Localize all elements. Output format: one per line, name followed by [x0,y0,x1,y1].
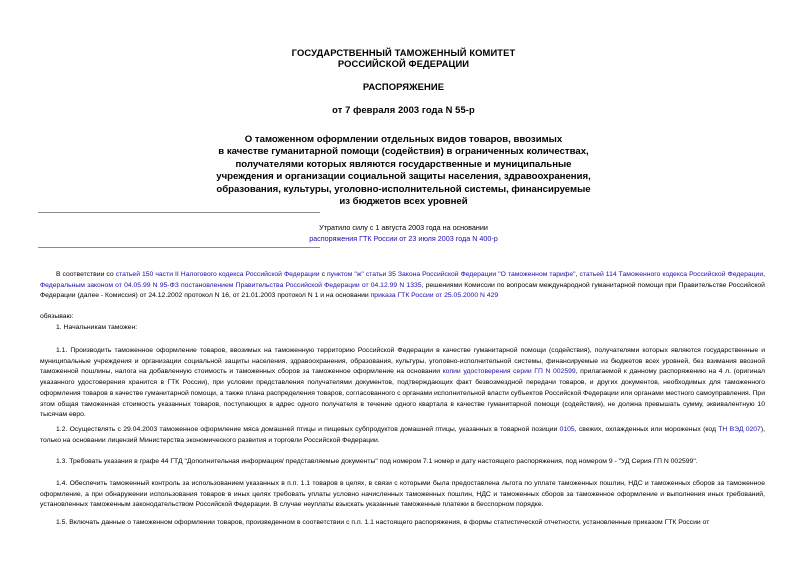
text-span: , решениями Комиссии по вопросам международной гуманитарной помощи при Правительстве Российской Федерации (далее - Комиссия) от 24.12.2002 протокол N 16, от 21.01.2003 протокол N 1 и на основании [40,281,765,300]
text-span: , прилагаемой к данному распоряжению на 4 л. (оригинал указанного удостоверения хранится в ГТК России), при условии представления получателями документов, подтверждающих факт безвозмездной передачи товаров, и других документов, необходимых для таможенного оформления товаров в качестве гуманитарной помощи, а также плана распределения товаров, согласованного с органами исполнительной власти субъектов Российской Федерации или органами местного самоуправления. При этом общая таможенная стоимость указанных товаров, поступающих в адрес одного получателя в течение одного квартала в качестве гуманитарной помощи (содействия), не должна превышать сумму, эквивалентную 10 тысячам евро. [40,368,765,419]
link-gtk-order-429[interactable]: приказа ГТК России от 25.05.2000 N 429 [370,292,499,300]
text-span: 1.2. Осуществлять с 29.04.2003 таможенное оформление мяса домашней птицы и пищевых субпродуктов домашней птицы, указанных в товарной позиции [56,426,560,433]
title-line: из бюджетов всех уровней [339,196,468,208]
link-heading-0105[interactable]: 0105 [559,426,575,433]
text-span: 1.1. Производить таможенное оформление товаров, ввозимых на таможенную территорию Российской Федерации в качестве гуманитарной помощи (содействия), получателями которых являются государственные и муниципальные учреждения и организации социальной защиты населения, здравоохранения, образования, культуры, уголовно-исполнительной системы, финансируемые из бюджетов всех уровней, без взимания ввозной таможенной пошлины, налога на добавленную стоимость и таможенных сборов за таможенное оформление на основании [40,347,765,376]
paragraph-1-1 [40,346,765,421]
lost-force-link[interactable]: распоряжения ГТК России от 23 июля 2003 года N 400-р [309,234,498,243]
paragraph-1-5: 1.5. Включать данные о таможенном оформлении товаров, произведенном в соответствии с п.п. 1.1 настоящего распоряжения, в формы статистической отчетности, установленные приказом ГТК России от [56,519,710,526]
link-customs-code-art114[interactable]: статьей 114 Таможенного кодекса Российской Федерации [579,271,764,278]
text-span: ), только на основании лицензий Министерства экономического развития и торговли Российской Федерации. [40,426,765,444]
obligate-line: обязываю: [40,313,74,320]
divider-bottom [38,247,320,248]
title-line: О таможенном оформлении отдельных видов товаров, ввозимых [244,134,563,145]
lost-force-note [200,222,607,244]
paragraph-1-3: 1.3. Требовать указания в графе 44 ГТД "Дополнительная информация/ представляемые документы" под номером 7.1 номер и дату настоящего распоряжения, под номером 9 - "УД Серия ГП N 002599". [56,458,698,465]
text-span: , свежих, охлажденных или мороженых (код [574,426,719,433]
text-span: , [575,271,580,278]
document-date: от 7 февраля 2003 года N 55-р [332,104,475,115]
paragraph-1-2 [40,425,765,446]
lost-force-text: Утратило силу с 1 августа 2003 года на основании [319,223,488,232]
title-line: в качестве гуманитарной помощи (содействия) в ограниченных количествах, [218,146,589,158]
text-span: с [319,271,327,278]
link-federal-law-95fz[interactable]: Федеральным законом от 04.05.99 N 95-ФЗ [40,281,179,289]
issuer-line-2: РОССИЙСКОЙ ФЕДЕРАЦИИ [337,58,470,69]
link-tax-code-art150[interactable]: статьей 150 части II Налогового кодекса Российской Федерации [115,271,320,278]
document-type: РАСПОРЯЖЕНИЕ [362,81,445,92]
text-span: В соответствии со [56,271,116,278]
link-government-decree-1335[interactable]: постановлением Правительства Российской Федерации от 04.12.99 N 1335 [181,281,422,289]
issuer-line-1: ГОСУДАРСТВЕННЫЙ ТАМОЖЕННЫЙ КОМИТЕТ [291,47,516,58]
preamble-paragraph [40,270,765,302]
link-customs-tariff-law[interactable]: пунктом "ж" статьи 35 Закона Российской Федерации "О таможенном тарифе" [327,271,576,278]
text-span: , [763,271,766,278]
item-1-heading: 1. Начальникам таможен: [56,324,138,331]
divider-top [38,212,320,213]
title-line: образования, культуры, уголовно-исполнительной системы, финансируемые [216,183,591,195]
link-certificate-copy[interactable]: копии удостоверения серии ГП N 002599 [442,368,576,376]
document-title [150,134,657,208]
title-line: учреждения и организации социальной защиты населения, здравоохранения, [216,171,591,183]
link-tn-ved-0207[interactable]: ТН ВЭД 0207 [718,426,761,433]
title-line: получателями которых являются государственные и муниципальные [235,158,572,170]
paragraph-1-4: 1.4. Обеспечить таможенный контроль за использованием указанных в п.п. 1.1 товаров в целях, в связи с которыми была предоставлена льгота по уплате таможенных пошлин, НДС и таможенных сборов за таможенное оформление, а при обнаружении использования товаров в иных целях требовать уплаты условно начисленных таможенных пошлин, НДС и таможенных сборов за таможенное оформление и выполнения иных требований, установленных таможенным законодательством Российской Федерации. В случае неуплаты взыскать указанные таможенные платежи в бесспорном порядке. [40,480,765,509]
